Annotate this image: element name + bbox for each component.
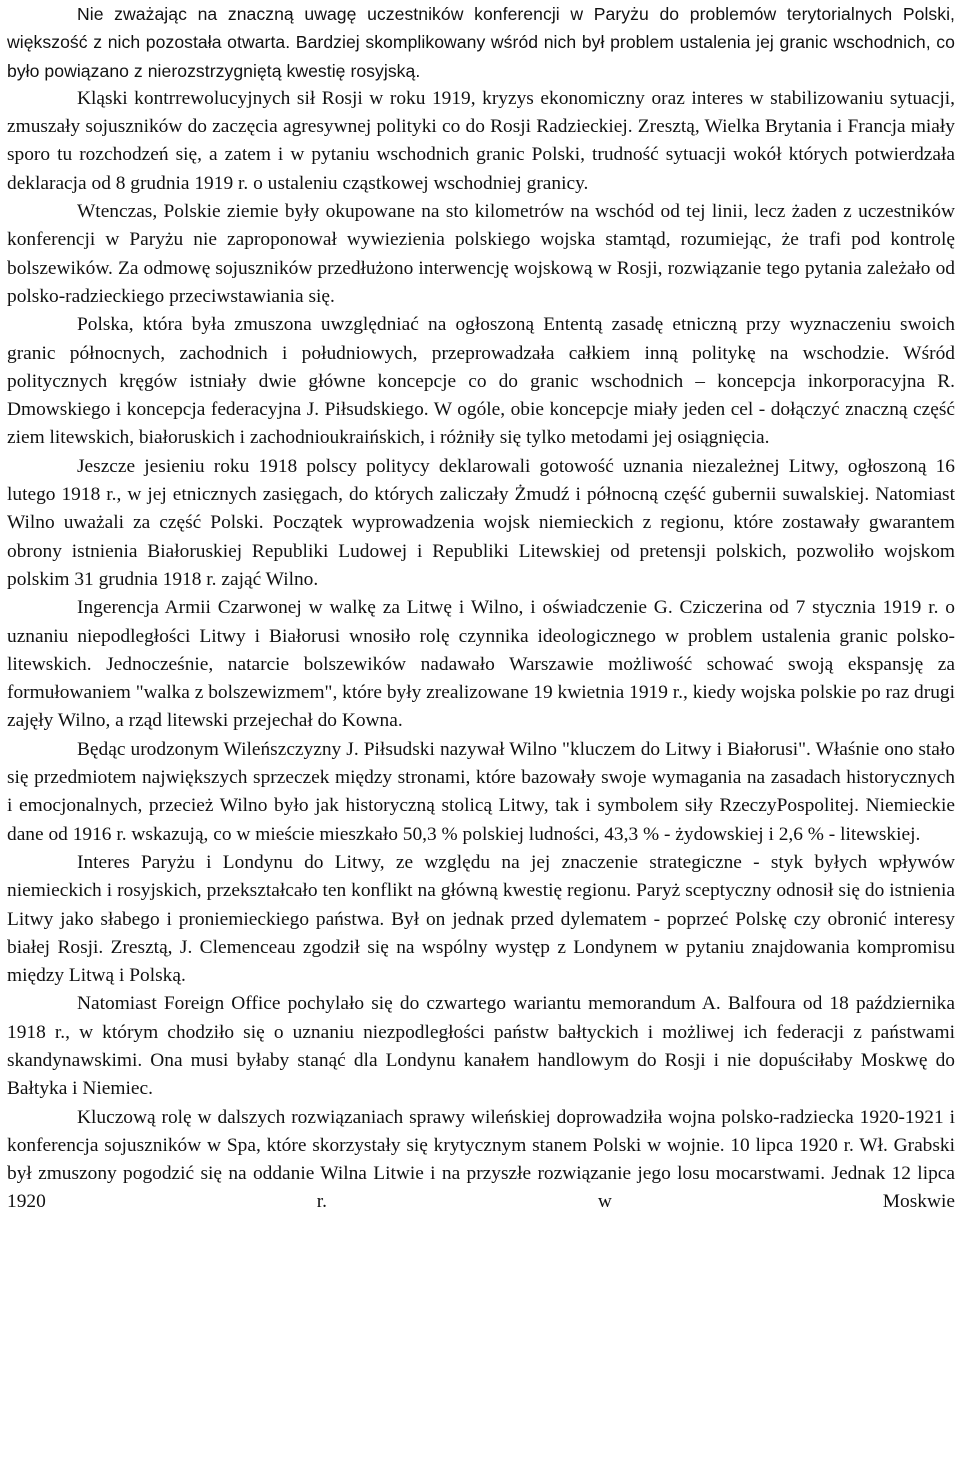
- paragraph-7: Będąc urodzonym Wileńszczyzny J. Piłsudski nazywał Wilno "kluczem do Litwy i Białorusi". Właśnie ono stało się przedmiotem największych sprzeczek między stronami, które bazowały swoje wymagania na zasadach historycznych i emocjonalnych, przecież Wilno było jak historyczną stolicą Litwy, tak i symbolem siły RzeczyPospolitej. Niemieckie dane od 1916 r. wskazują, co w mieście mieszkało 50,3 % polskiej ludności, 43,3 % - żydowskiej i 2,6 % - litewskiej.: [7, 738, 955, 845]
- paragraph-5: Jeszcze jesieniu roku 1918 polscy politycy deklarowali gotowość uznania niezależnej Litwy, ogłoszoną 16 lutego 1918 r., w jej etnicznych zasięgach, do których zaliczały Żmudź i północną część gubernii suwalskiej. Natomiast Wilno uważali za część Polski. Początek wyprowadzenia wojsk niemieckich z regionu, które zostawały gwarantem obrony istnienia Białoruskiej Republiki Ludowej i Republiki Litewskiej od pretensji polskich, pozwoliło wojskom polskim 31 grudnia 1918 r. zająć Wilno.: [7, 455, 955, 590]
- document-page: [7, 0, 955, 1217]
- paragraph-1: Nie zważając na znaczną uwagę uczestników konferencji w Paryżu do problemów terytorialnych Polski, większość z nich pozostała otwarta. Bardziej skomplikowany wśród nich był problem ustalenia jej granic wschodnich, co było powiązano z nierozstrzygniętą kwestię rosyjską.: [7, 4, 955, 81]
- paragraph-3: Wtenczas, Polskie ziemie były okupowane na sto kilometrów na wschód od tej linii, lecz żaden z uczestników konferencji w Paryżu nie zaproponował wywiezienia polskiego wojska stamtąd, rozumiejąc, że trafi pod kontrolę bolszewików. Za odmowę sojuszników przedłużono interwencję wojskową w Rosji, rozwiązanie tego pytania zależało od polsko-radzieckiego przeciwstawiania się.: [7, 201, 955, 307]
- paragraph-6: Ingerencja Armii Czarwonej w walkę za Litwę i Wilno, i oświadczenie G. Cziczerina od 7 stycznia 1919 r. o uznaniu niepodległości Litwy i Białorusi wnosiło rolę czynnika ideologicznego w problem ustalenia granic polsko-litewskich. Jednocześnie, natarcie bolszewików nadawało Warszawie możliwość schować swoją ekspansję za formułowaniem "walka z bolszewizmem", które były zrealizowane 19 kwietnia 1919 r., kiedy wojska polskie po raz drugi zajęły Wilno, a rząd litewski przejechał do Kowna.: [7, 597, 955, 732]
- paragraph-4: Polska, która była zmuszona uwzględniać na ogłoszoną Ententą zasadę etniczną przy wyznaczeniu swoich granic północnych, zachodnich i południowych, przeprowadzała całkiem inną politykę na wschodzie. Wśród politycznych kręgów istniały dwie główne koncepcje co do granic wschodnich – koncepcja inkorporacyjna R. Dmowskiego i koncepcja federacyjna J. Piłsudskiego. W ogóle, obie koncepcje miały jeden cel - dołączyć znaczną część ziem litewskich, białoruskich i zachodnioukraińskich, i różniły się tylko metodami jej osiągnięcia.: [7, 314, 955, 449]
- paragraph-10: Kluczową rolę w dalszych rozwiązaniach sprawy wileńskiej doprowadziła wojna polsko-radziecka 1920-1921 i konferencja sojuszników w Spa, które skorzystały się krytycznym stanem Polski w wojnie. 10 lipca 1920 r. Wł. Grabski był zmuszony pogodzić się na oddanie Wilna Litwie i na przyszłe rozwiązanie jego losu mocarstwami. Jednak 12 lipca 1920 r. w Moskwie: [7, 1106, 955, 1213]
- paragraph-8: Interes Paryżu i Londynu do Litwy, ze względu na jej znaczenie strategiczne - styk byłych wpływów niemieckich i rosyjskich, przekształcało ten konflikt na główną kwestię regionu. Paryż sceptyczny odnosił się do istnienia Litwy jako słabego i proniemieckiego państwa. Był on jednak przed dylematem - poprzeć Polskę czy obronić interesy białej Rosji. Zresztą, J. Clemenceau zgodził się na wspólny występ z Londynem w pytaniu znajdowania kompromisu między Litwą i Polską.: [7, 851, 955, 987]
- paragraph-2: Kląski kontrrewolucyjnych sił Rosji w roku 1919, kryzys ekonomiczny oraz interes w stabilizowaniu sytuacji, zmuszały sojuszników do zaczęcia agresywnej polityki co do Rosji Radzieckiej. Zresztą, Wielka Brytania i Francja miały sporo tu rozchodzeń się, a zatem i w pytaniu wschodnich granic Polski, trudność sytuacji wokół których potwierdzała deklaracja od 8 grudnia 1919 r. o ustaleniu cząstkowej wschodniej granicy.: [7, 87, 955, 194]
- paragraph-9: Natomiast Foreign Office pochylało się do czwartego wariantu memorandum A. Balfoura od 18 października 1918 r., w którym chodziło się o uznaniu niezpodległości państw bałtyckich i możliwej ich federacji z państwami skandynawskimi. Ona musi byłaby stanąć dla Londynu kanałem handlowym do Rosji i nie dopuściłaby Moskwę do Bałtyka i Niemiec.: [7, 993, 955, 1100]
